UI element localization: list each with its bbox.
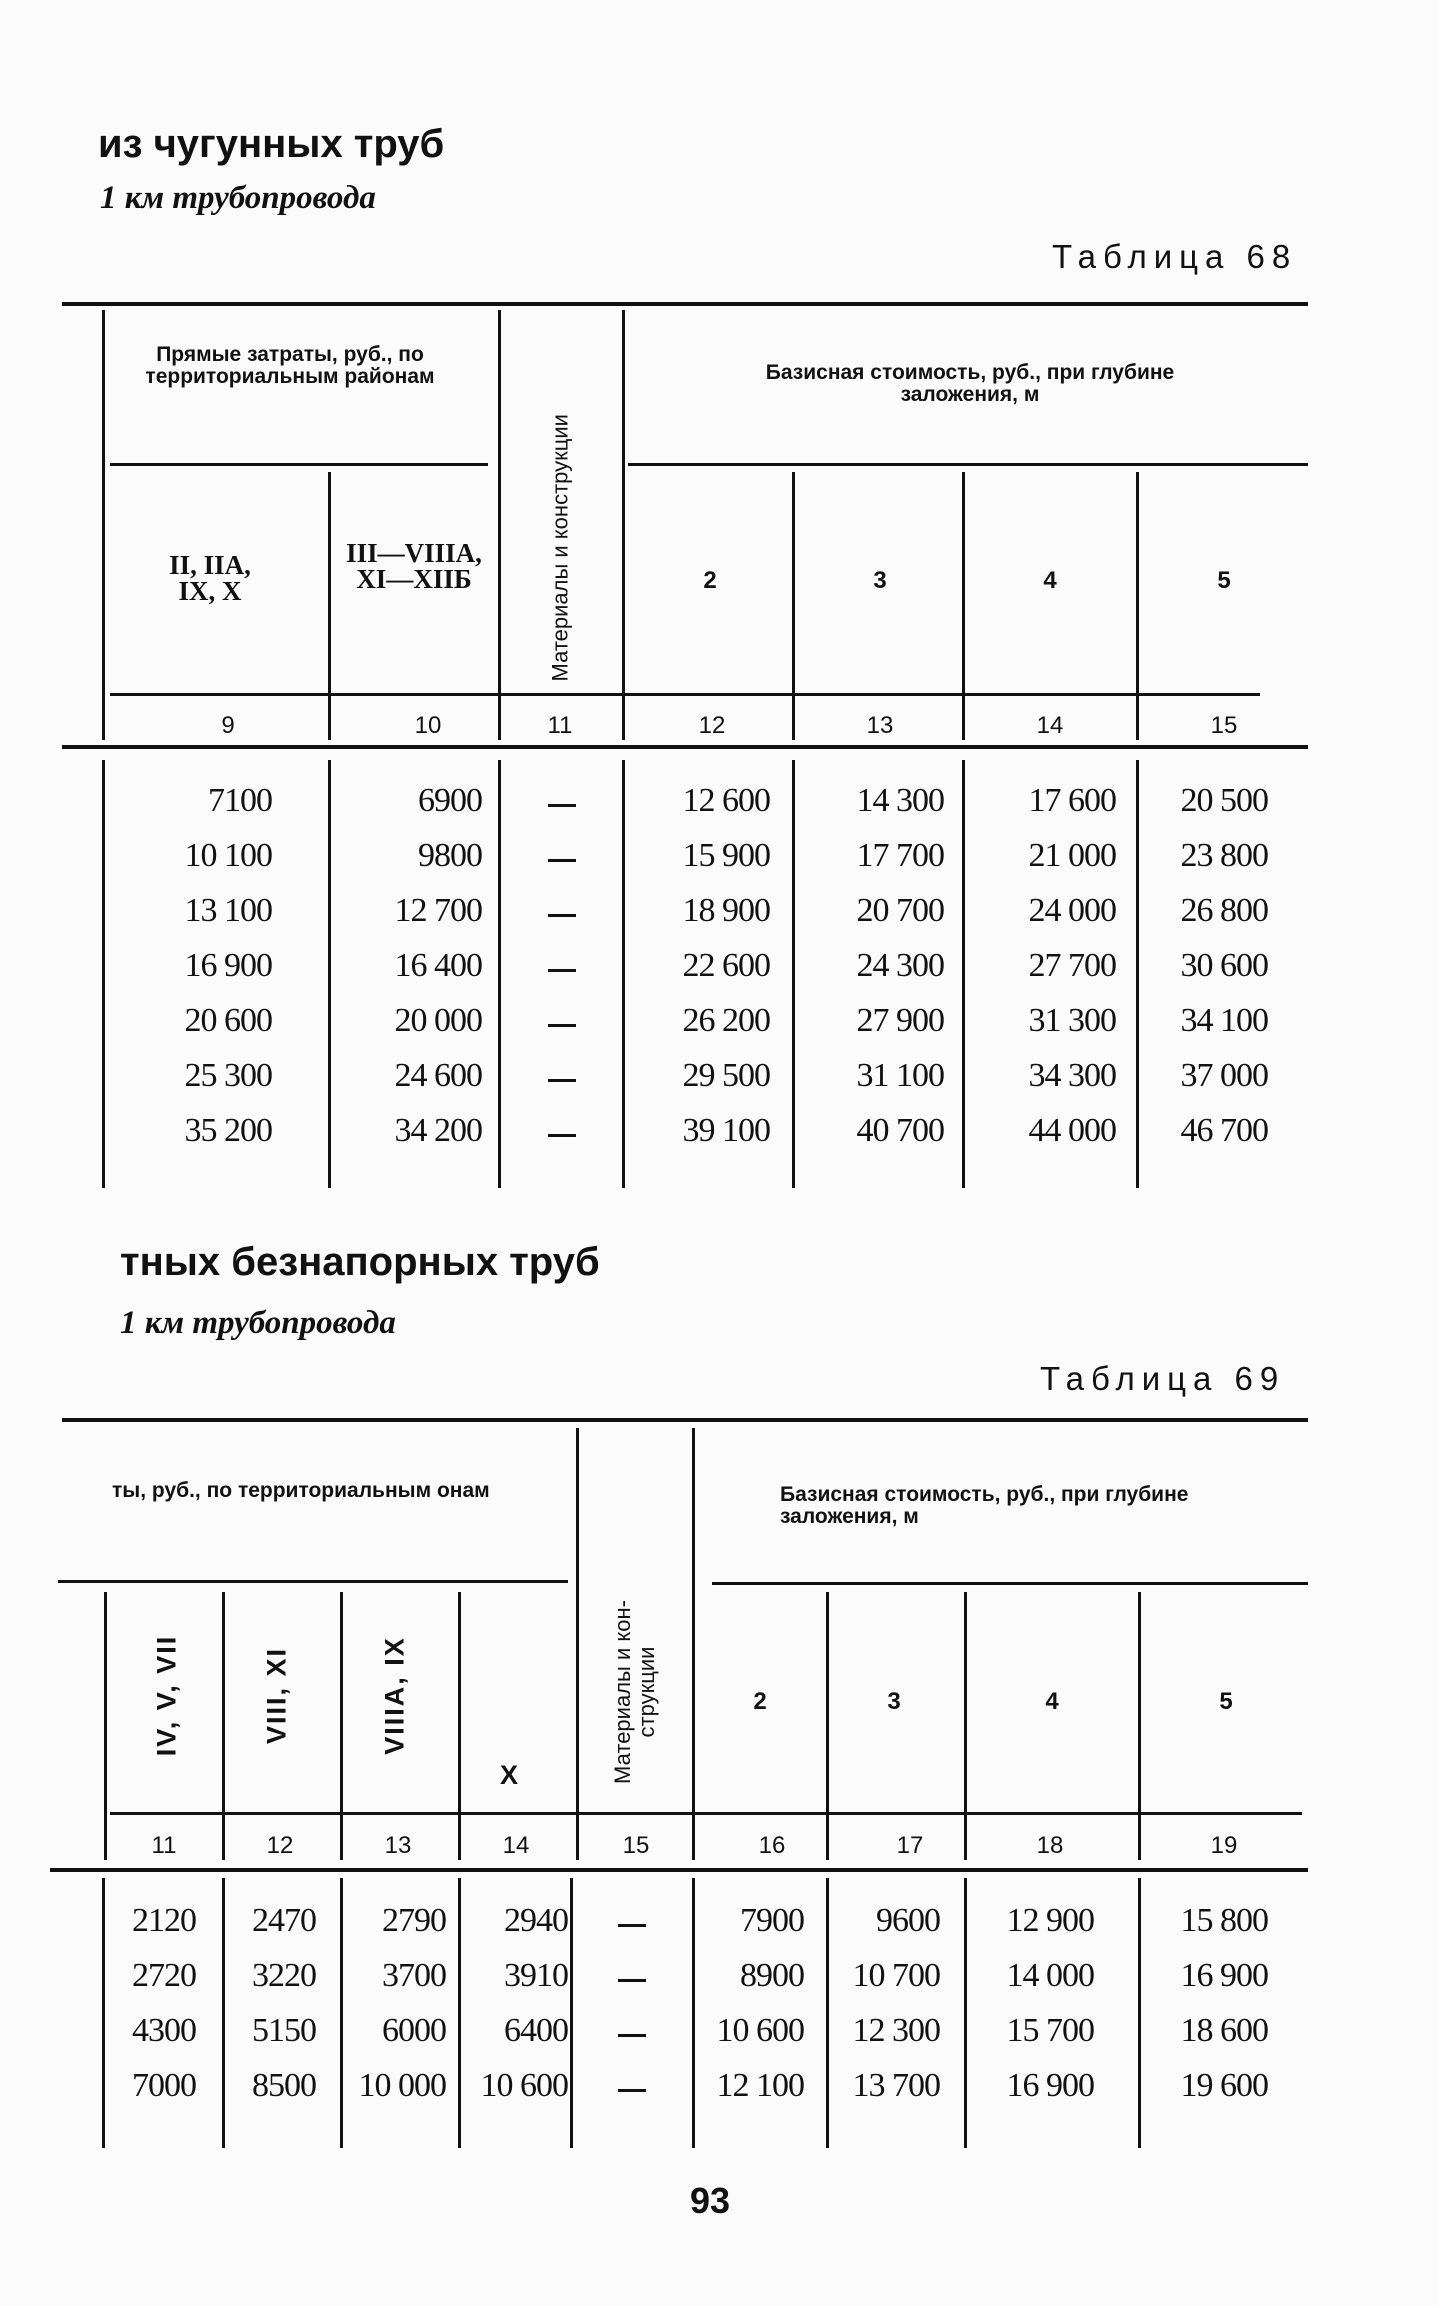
table-cell: 12 900: [1006, 1902, 1094, 1939]
table68-heading: из чугунных труб: [98, 122, 445, 166]
table69-col-region-4: X: [500, 1760, 519, 1790]
table-cell: 5150: [252, 2012, 316, 2049]
table69-vline: [692, 1428, 695, 1860]
table-cell: 15 900: [682, 837, 770, 874]
table-cell: 26 200: [682, 1002, 770, 1039]
table69-colnum: 18: [1036, 1832, 1064, 1859]
table-cell: 37 000: [1180, 1057, 1268, 1094]
table-cell: 31 300: [1028, 1002, 1116, 1039]
table-cell-dash: [548, 969, 576, 972]
table69-vline: [692, 1878, 695, 2148]
table69-colnum: 15: [622, 1832, 650, 1859]
table-cell-dash: [548, 1134, 576, 1137]
table-cell: 18 600: [1180, 2012, 1268, 2049]
table69-colnum: 13: [384, 1832, 412, 1859]
table-cell: 9600: [876, 1902, 940, 1939]
table69-base-cost-header: Базисная стоимость, руб., при глубине заложения, м: [780, 1483, 1189, 1528]
table69-vline: [570, 1878, 573, 2148]
table-cell: 35 200: [184, 1112, 272, 1149]
table-cell: 18 900: [682, 892, 770, 929]
table68-vline: [498, 760, 501, 1188]
table68-subheader-rule-right: [628, 463, 1308, 466]
table69-vline: [104, 1592, 107, 1860]
table69-direct-costs-header: ты, руб., по территориальным онам: [112, 1479, 490, 1502]
table68-colnum-rule: [110, 693, 1260, 696]
table-cell-dash: [548, 1024, 576, 1027]
table68-colnum: 14: [1036, 712, 1064, 739]
table68-colnum: 12: [698, 712, 726, 739]
table69-col-region-2: VIII, XI: [261, 1646, 292, 1745]
table68-vline: [102, 760, 105, 1188]
table69-vline: [826, 1878, 829, 2148]
table-cell-dash: [618, 1979, 646, 1982]
table-cell: 2470: [252, 1902, 316, 1939]
table-cell: 12 100: [716, 2067, 804, 2104]
table-cell: 8900: [740, 1957, 804, 1994]
table68-subheader-rule: [110, 463, 488, 466]
table-cell: 8500: [252, 2067, 316, 2104]
table68-vline: [1136, 472, 1139, 740]
table-cell: 12 300: [852, 2012, 940, 2049]
table-cell: 7900: [740, 1902, 804, 1939]
table69-depth-2: 2: [753, 1688, 767, 1715]
table-cell: 9800: [418, 837, 482, 874]
table68-colnum: 10: [414, 712, 442, 739]
table-cell: 2120: [132, 1902, 196, 1939]
table68-materials-header: Материалы и конструкции: [547, 414, 573, 682]
table68-col-region-1: II, IIA, IX, X: [169, 550, 251, 606]
table68-vline: [328, 472, 331, 740]
table68-depth-4: 4: [1043, 567, 1057, 594]
table-cell: 39 100: [682, 1112, 770, 1149]
table68-colnum: 13: [866, 712, 894, 739]
table68-colnum: 9: [221, 712, 235, 739]
table68-vline: [962, 472, 965, 740]
table68-depth-5: 5: [1217, 567, 1231, 594]
table-cell: 6900: [418, 782, 482, 819]
table69-vline: [576, 1428, 579, 1860]
table69-colnum-rule: [110, 1812, 1302, 1815]
table68-vline: [102, 310, 105, 740]
table68-depth-3: 3: [873, 567, 887, 594]
table69-depth-3: 3: [887, 1688, 901, 1715]
table69-colnum: 17: [896, 1832, 924, 1859]
table-cell: 10 700: [852, 1957, 940, 1994]
table-cell: 6000: [382, 2012, 446, 2049]
table69-subheader-rule-right: [712, 1582, 1308, 1585]
table-cell-dash: [548, 1079, 576, 1082]
table-cell: 16 900: [1006, 2067, 1094, 2104]
table-cell: 12 600: [682, 782, 770, 819]
table68-base-cost-header: Базисная стоимость, руб., при глубине заложения, м: [765, 361, 1175, 406]
table-cell: 23 800: [1180, 837, 1268, 874]
table-cell: 7100: [208, 782, 272, 819]
table69-vline: [340, 1878, 343, 2148]
table-cell: 30 600: [1180, 947, 1268, 984]
table69-vline: [458, 1878, 461, 2148]
table68-col-region-2: III—VIIIA, XI—XIIБ: [346, 538, 482, 594]
table-cell-dash: [548, 804, 576, 807]
table-cell: 2790: [382, 1902, 446, 1939]
table-cell: 46 700: [1180, 1112, 1268, 1149]
table69-depth-5: 5: [1219, 1688, 1233, 1715]
table69-col-region-3: VIIIA, IX: [379, 1636, 410, 1755]
table68-direct-costs-header: Прямые затраты, руб., по территориальным районам: [145, 343, 435, 388]
table-cell: 14 000: [1006, 1957, 1094, 1994]
table69-subheading: 1 км трубопровода: [120, 1305, 396, 1341]
table-cell: 12 700: [394, 892, 482, 929]
table68-subheading: 1 км трубопровода: [100, 180, 376, 216]
table69-col-region-1: IV, V, VII: [151, 1634, 182, 1757]
table-cell: 31 100: [856, 1057, 944, 1094]
table-cell: 25 300: [184, 1057, 272, 1094]
table68-depth-2: 2: [703, 567, 717, 594]
table69-vline: [964, 1592, 967, 1860]
table-cell: 10 100: [184, 837, 272, 874]
table69-colnum: 19: [1210, 1832, 1238, 1859]
table-cell: 40 700: [856, 1112, 944, 1149]
table69-colnum: 14: [502, 1832, 530, 1859]
table69-colnum: 16: [758, 1832, 786, 1859]
table-cell: 29 500: [682, 1057, 770, 1094]
table-cell: 14 300: [856, 782, 944, 819]
table69-subheader-rule: [58, 1580, 568, 1583]
table-cell-dash: [618, 2034, 646, 2037]
table-cell: 6400: [504, 2012, 568, 2049]
table-cell: 16 900: [1180, 1957, 1268, 1994]
table68-vline: [1136, 760, 1139, 1188]
table-cell: 13 100: [184, 892, 272, 929]
table69-label: Таблица 69: [1040, 1360, 1286, 1397]
page-number: 93: [690, 2180, 731, 2221]
table69-vline: [1138, 1592, 1141, 1860]
table-cell: 16 900: [184, 947, 272, 984]
table-cell: 44 000: [1028, 1112, 1116, 1149]
table-cell-dash: [548, 859, 576, 862]
table-cell: 34 100: [1180, 1002, 1268, 1039]
table-cell: 15 800: [1180, 1902, 1268, 1939]
table-cell: 17 600: [1028, 782, 1116, 819]
table68-header-bottom-rule: [62, 745, 1308, 749]
table69-colnum: 12: [266, 1832, 294, 1859]
table-cell: 27 700: [1028, 947, 1116, 984]
table-cell: 20 700: [856, 892, 944, 929]
table69-vline: [458, 1592, 461, 1860]
table-cell: 15 700: [1006, 2012, 1094, 2049]
table-cell: 7000: [132, 2067, 196, 2104]
table-cell: 22 600: [682, 947, 770, 984]
table-cell: 26 800: [1180, 892, 1268, 929]
table-cell: 17 700: [856, 837, 944, 874]
table68-colnum: 11: [547, 712, 573, 739]
table69-top-rule: [62, 1418, 1308, 1422]
table-cell: 10 000: [358, 2067, 446, 2104]
table69-vline: [222, 1878, 225, 2148]
table68-vline: [792, 760, 795, 1188]
table-cell: 2940: [504, 1902, 568, 1939]
table68-vline: [622, 760, 625, 1188]
table69-materials-header: Материалы и кон-струкции: [610, 1600, 659, 1784]
table69-header-bottom-rule: [50, 1868, 1308, 1872]
table-cell: 20 500: [1180, 782, 1268, 819]
table-cell: 16 400: [394, 947, 482, 984]
table-cell: 3910: [504, 1957, 568, 1994]
table-cell: 27 900: [856, 1002, 944, 1039]
table-cell: 3220: [252, 1957, 316, 1994]
table-cell: 24 000: [1028, 892, 1116, 929]
table-cell: 21 000: [1028, 837, 1116, 874]
table-cell: 34 300: [1028, 1057, 1116, 1094]
table68-vline: [498, 310, 501, 740]
table69-vline: [222, 1592, 225, 1860]
table-cell: 13 700: [852, 2067, 940, 2104]
table-cell: 10 600: [480, 2067, 568, 2104]
table69-vline: [1138, 1878, 1141, 2148]
table-cell-dash: [618, 1924, 646, 1927]
table-cell: 24 600: [394, 1057, 482, 1094]
table68-vline: [962, 760, 965, 1188]
table69-vline: [340, 1592, 343, 1860]
table-cell: 20 000: [394, 1002, 482, 1039]
table68-vline: [792, 472, 795, 740]
table-cell: 20 600: [184, 1002, 272, 1039]
table-cell: 19 600: [1180, 2067, 1268, 2104]
table-cell: 24 300: [856, 947, 944, 984]
table-cell: 10 600: [716, 2012, 804, 2049]
table68-vline: [622, 310, 625, 740]
table69-depth-4: 4: [1045, 1688, 1059, 1715]
table69-vline: [964, 1878, 967, 2148]
table-cell: 2720: [132, 1957, 196, 1994]
table69-vline: [826, 1592, 829, 1860]
table-cell-dash: [618, 2089, 646, 2092]
table-cell: 34 200: [394, 1112, 482, 1149]
table69-vline: [102, 1878, 105, 2148]
table-cell: 4300: [132, 2012, 196, 2049]
table-cell: 3700: [382, 1957, 446, 1994]
table-cell-dash: [548, 914, 576, 917]
table69-heading: тных безнапорных труб: [120, 1240, 600, 1284]
table69-colnum: 11: [151, 1832, 177, 1859]
table68-colnum: 15: [1210, 712, 1238, 739]
table68-top-rule: [62, 302, 1308, 306]
table68-label: Таблица 68: [1052, 238, 1298, 275]
table68-vline: [328, 760, 331, 1188]
